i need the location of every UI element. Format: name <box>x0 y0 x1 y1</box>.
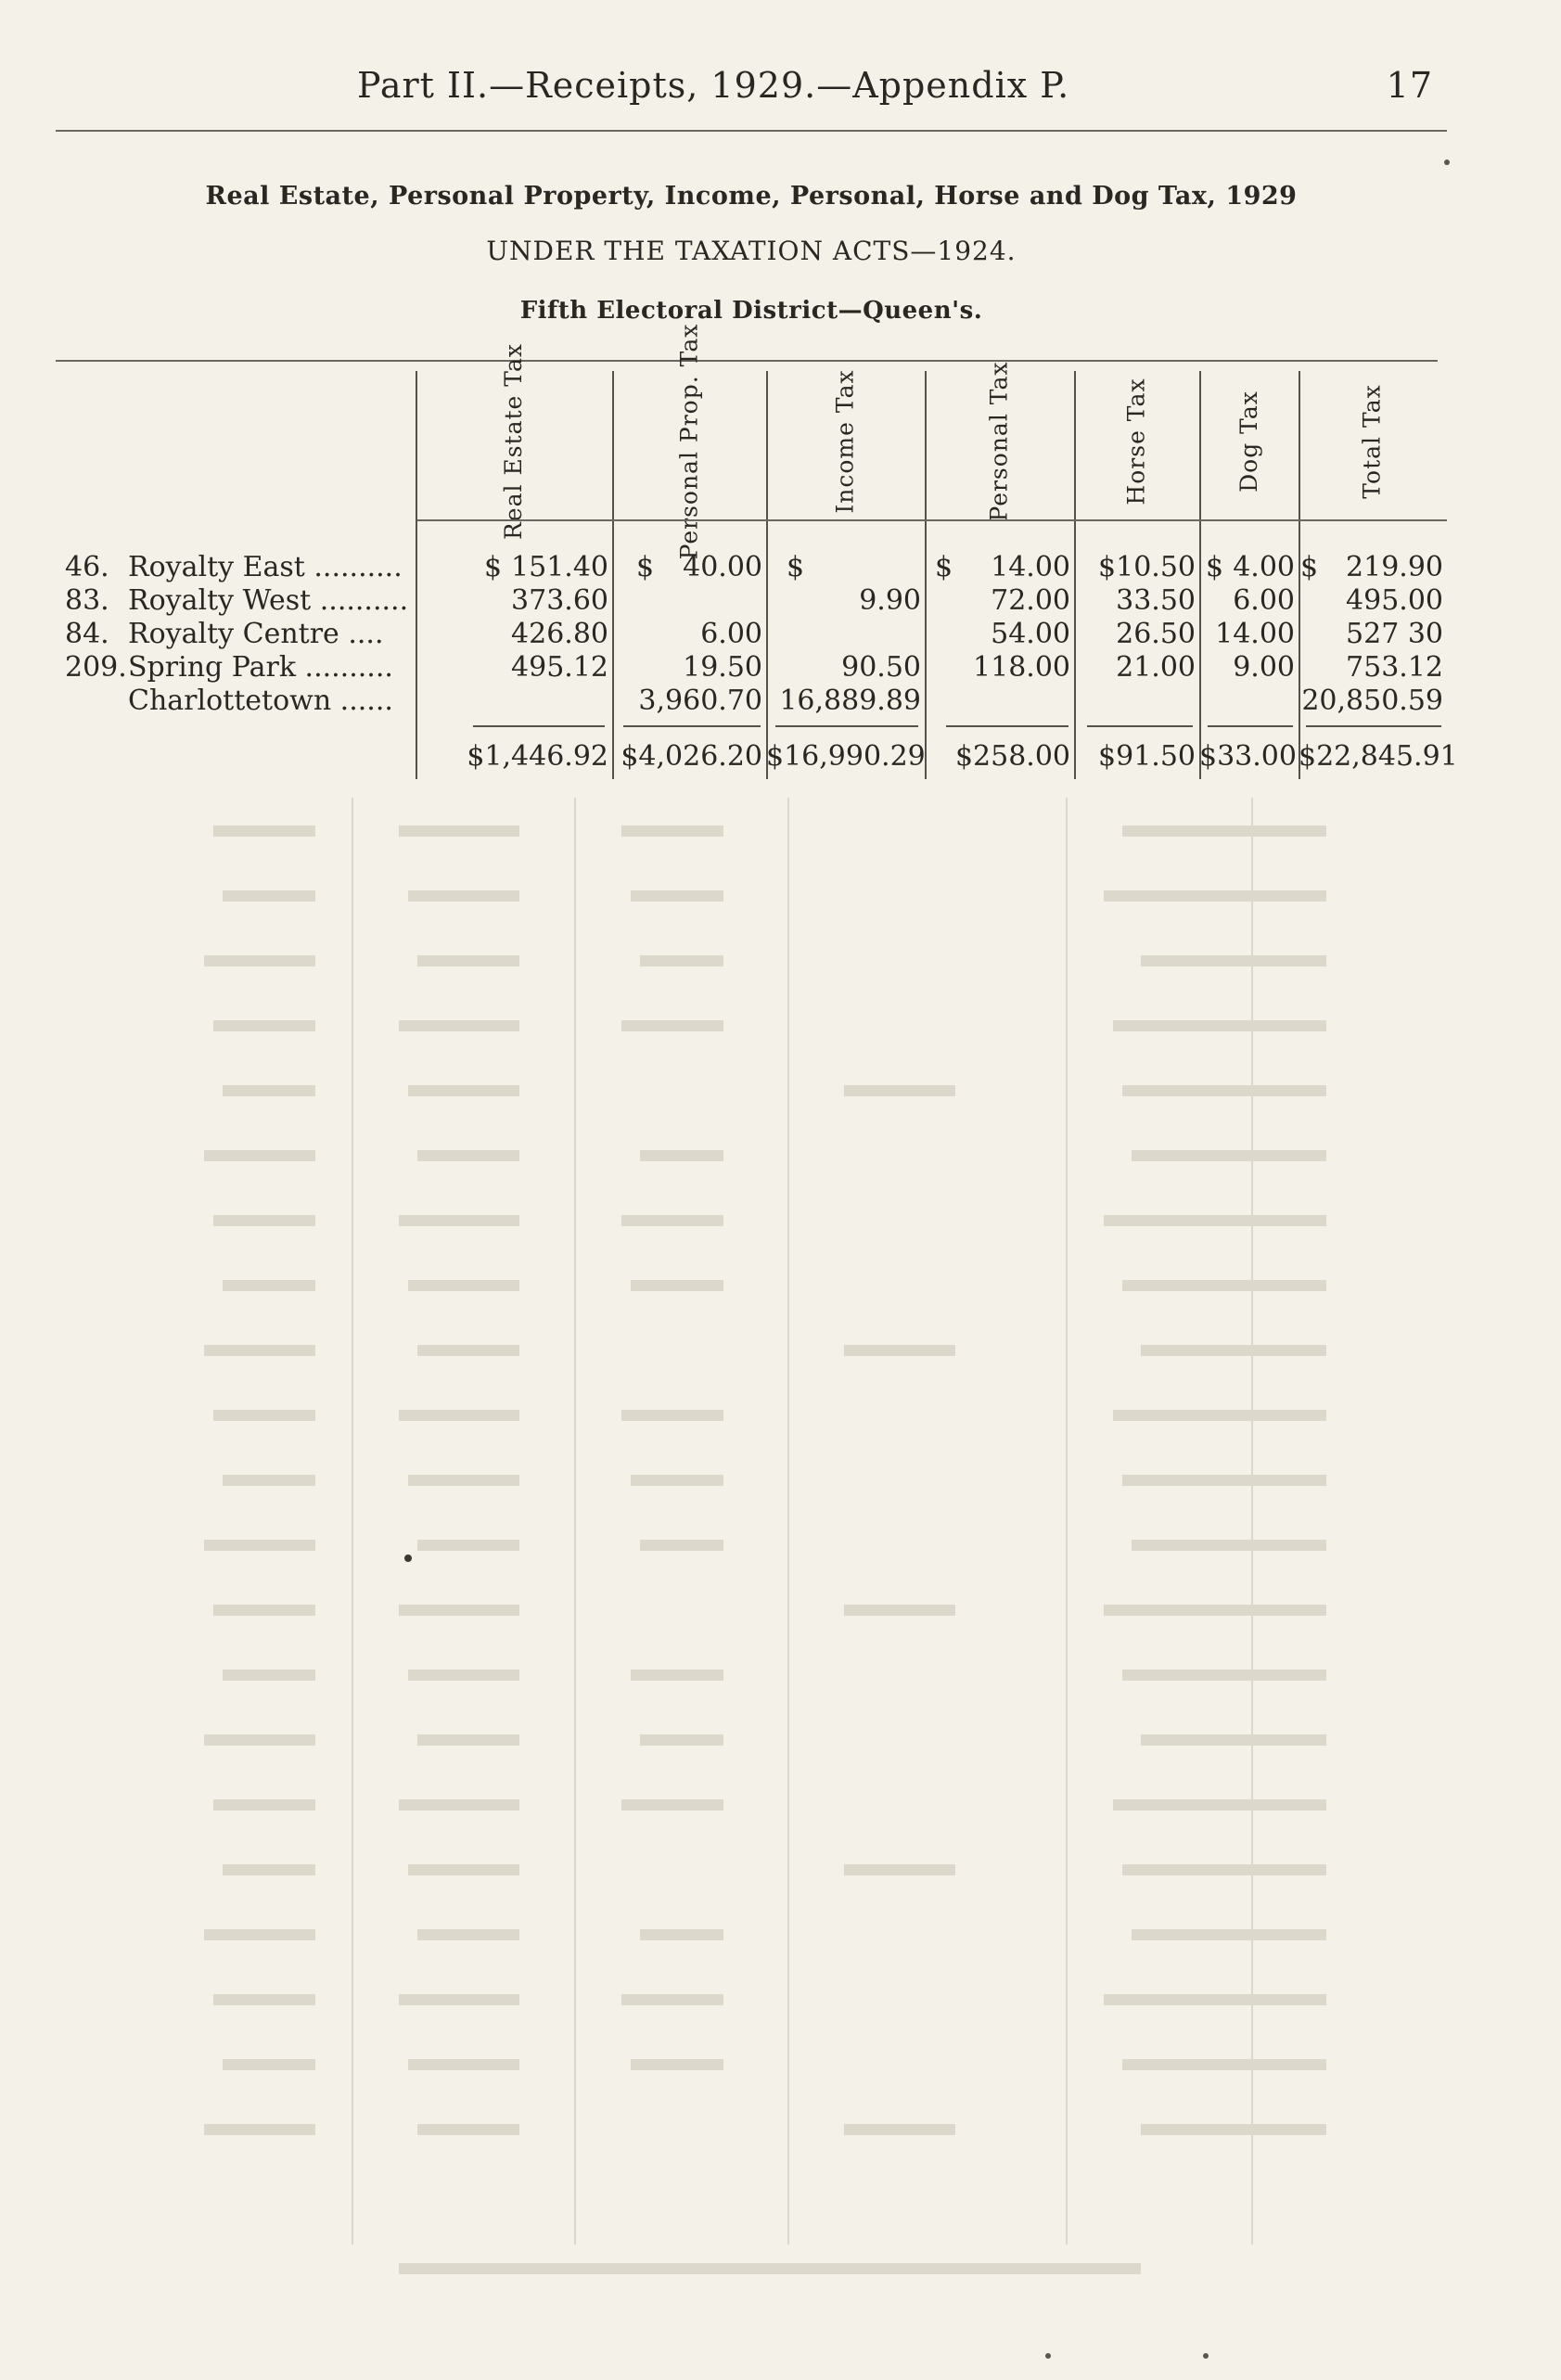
real-estate-value: 373.60 <box>511 584 608 617</box>
total-value: 20,850.59 <box>1301 685 1443 717</box>
column-header-personal-prop: Personal Prop. Tax <box>675 323 703 560</box>
total-value: 495.00 <box>1346 584 1443 617</box>
dollar-sign: $ <box>636 551 655 583</box>
dollar-sign: $ <box>484 551 503 583</box>
personal-value: 72.00 <box>991 584 1070 617</box>
horse-value: 21.00 <box>1116 651 1196 684</box>
column-header-personal: Personal Tax <box>985 361 1013 522</box>
horse-value: 33.50 <box>1116 584 1196 617</box>
column-header-horse: Horse Tax <box>1122 377 1150 505</box>
row-number: 83. <box>65 584 109 617</box>
income-value: 9.90 <box>859 584 921 617</box>
district-name: Royalty East .......... <box>128 551 403 583</box>
total-grand: $22,845.91 <box>1299 740 1458 773</box>
column-header-real-estate: Real Estate Tax <box>500 342 527 541</box>
act-subtitle: UNDER THE TAXATION ACTS—1924. <box>486 236 1017 266</box>
dollar-sign: $ <box>1300 551 1319 583</box>
row-number: 84. <box>65 618 109 650</box>
income-value: 90.50 <box>841 651 921 684</box>
table-title: Real Estate, Personal Property, Income, Personal, Horse and Dog Tax, 1929 <box>205 182 1298 211</box>
district-name: Royalty Centre .... <box>128 618 384 650</box>
income-value: 16,889.89 <box>779 685 921 717</box>
column-header-income: Income Tax <box>831 369 859 514</box>
dog-value: 6.00 <box>1233 584 1295 617</box>
total-income: $16,990.29 <box>766 740 926 773</box>
total-dog: $33.00 <box>1199 740 1297 773</box>
total-value: 219.90 <box>1346 551 1443 583</box>
dog-value: 14.00 <box>1215 618 1295 650</box>
real-estate-value: 426.80 <box>511 618 608 650</box>
personal-prop-value: 40.00 <box>683 551 762 583</box>
personal-prop-value: 6.00 <box>700 618 762 650</box>
total-personal: $258.00 <box>954 740 1070 773</box>
real-estate-value: 151.40 <box>511 551 608 583</box>
district-name: Royalty West .......... <box>128 584 409 617</box>
horse-value: $10.50 <box>1098 551 1196 583</box>
column-header-dog: Dog Tax <box>1235 390 1262 493</box>
district-name: Spring Park .......... <box>128 651 393 684</box>
dollar-sign: $ <box>935 551 953 583</box>
dollar-sign: $ <box>1206 551 1224 583</box>
dollar-sign: $ <box>787 551 805 583</box>
personal-prop-value: 3,960.70 <box>638 685 762 717</box>
personal-prop-value: 19.50 <box>683 651 762 684</box>
total-value: 527 30 <box>1346 618 1443 650</box>
dog-value: 9.00 <box>1233 651 1295 684</box>
personal-value: 54.00 <box>991 618 1070 650</box>
total-value: 753.12 <box>1346 651 1443 684</box>
dog-value: 4.00 <box>1233 551 1295 583</box>
real-estate-value: 495.12 <box>511 651 608 684</box>
running-title: Part II.—Receipts, 1929.—Appendix P. <box>357 65 1070 106</box>
horse-value: 26.50 <box>1116 618 1196 650</box>
district-name: Charlottetown ...... <box>128 685 393 717</box>
column-header-total: Total Tax <box>1358 384 1386 499</box>
total-personal-prop: $4,026.20 <box>621 740 762 773</box>
row-number: 46. <box>65 551 109 583</box>
district-subtitle: Fifth Electoral District—Queen's. <box>519 297 983 325</box>
personal-value: 14.00 <box>991 551 1070 583</box>
row-number: 209. <box>65 651 127 684</box>
total-horse: $91.50 <box>1098 740 1196 773</box>
page-number: 17 <box>1386 65 1433 106</box>
total-real-estate: $1,446.92 <box>467 740 608 773</box>
personal-value: 118.00 <box>973 651 1070 684</box>
